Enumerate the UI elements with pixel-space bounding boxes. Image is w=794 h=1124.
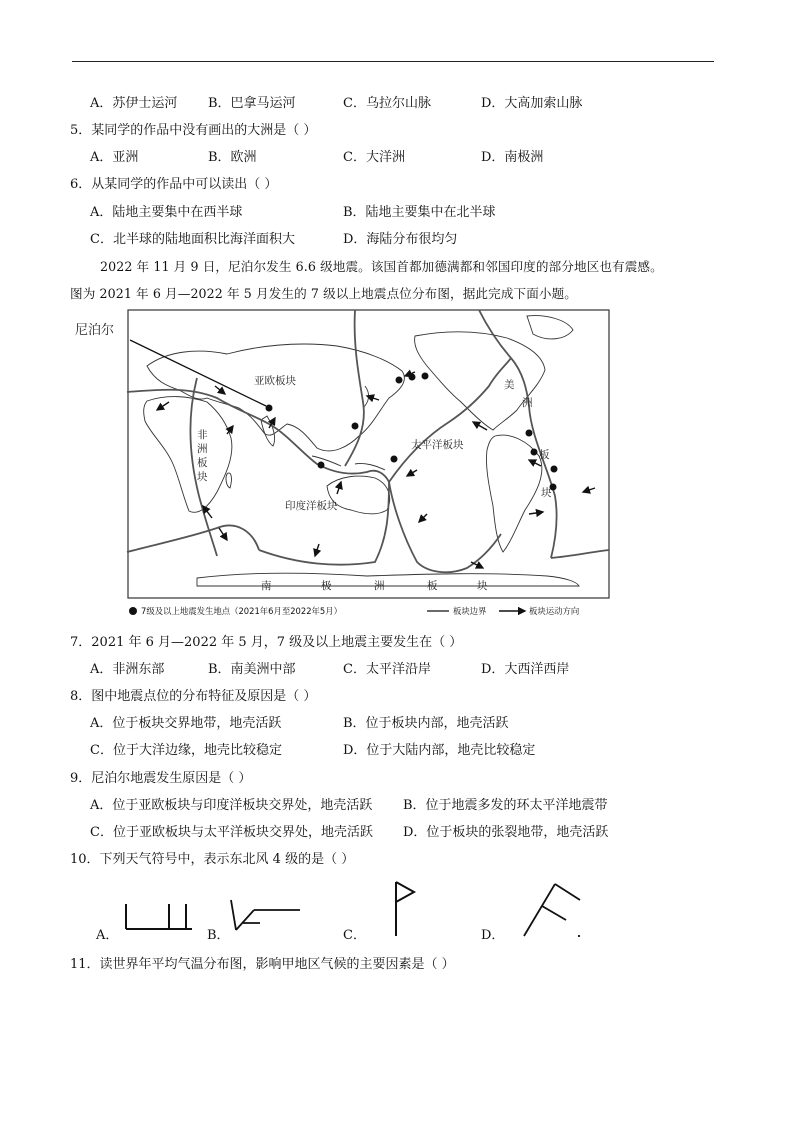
american-plate-label-3: 板 (539, 449, 550, 461)
intro-line-1: 2022 年 11 月 9 日，尼泊尔发生 6.6 级地震。该国首都加德满都和邻国印度的部分地区也有震感。 (100, 259, 663, 274)
q6-option-a[interactable]: A．陆地主要集中在西半球 (90, 205, 243, 220)
antarctic-plate-label-3: 洲 (374, 580, 385, 592)
q7-option-d[interactable]: D．大西洋西岸 (481, 662, 570, 677)
legend-arrow-label: 板块运动方向 (529, 606, 580, 616)
q4-option-c[interactable]: C．乌拉尔山脉 (343, 96, 431, 111)
header-rule (72, 61, 714, 62)
q9-option-c[interactable]: C．位于亚欧板块与太平洋板块交界处，地壳活跃 (90, 825, 373, 840)
q9-option-a[interactable]: A．位于亚欧板块与印度洋板块交界处，地壳活跃 (90, 798, 373, 813)
q7-option-a[interactable]: A．非洲东部 (90, 662, 165, 677)
q8-option-b[interactable]: B．位于板块内部，地壳活跃 (343, 716, 509, 731)
indian-plate-label: 印度洋板块 (285, 500, 338, 512)
q11-stem: 11．读世界年平均气温分布图，影响甲地区气候的主要因素是（ ） (70, 957, 455, 972)
african-plate-label-2: 洲 (197, 443, 208, 455)
q8-option-c[interactable]: C．位于大洋边缘，地壳比较稳定 (90, 743, 282, 758)
wind-symbol-b-icon[interactable] (228, 896, 304, 936)
q5-option-a[interactable]: A．亚洲 (90, 150, 139, 165)
q10-stem: 10．下列天气符号中，表示东北风 4 级的是（ ） (70, 852, 355, 867)
q9-option-b[interactable]: B．位于地震多发的环太平洋地震带 (403, 798, 608, 813)
q6-option-c[interactable]: C．北半球的陆地面积比海洋面积大 (90, 232, 295, 247)
map-legend (129, 606, 579, 616)
plate-earthquake-map (75, 306, 610, 622)
wind-symbol-c-icon[interactable] (384, 878, 424, 940)
q4-option-b[interactable]: B．巴拿马运河 (208, 96, 296, 111)
q10-option-c[interactable]: C． (343, 928, 366, 943)
antarctic-plate-label-4: 板 (427, 580, 438, 592)
q6-option-b[interactable]: B．陆地主要集中在北半球 (343, 205, 496, 220)
q8-option-d[interactable]: D．位于大陆内部，地壳比较稳定 (343, 743, 536, 758)
q4-option-a[interactable]: A．苏伊士运河 (90, 96, 178, 111)
q7-option-c[interactable]: C．太平洋沿岸 (343, 662, 431, 677)
q6-stem: 6．从某同学的作品中可以读出（ ） (70, 177, 278, 192)
q10-option-d[interactable]: D． (481, 928, 505, 943)
q5-option-c[interactable]: C．大洋洲 (343, 150, 405, 165)
q5-option-d[interactable]: D．南极洲 (481, 150, 544, 165)
q5-option-b[interactable]: B．欧洲 (208, 150, 257, 165)
nepal-label: 尼泊尔 (75, 323, 115, 338)
legend-dot-icon (129, 607, 137, 615)
antarctic-plate-label-5: 块 (477, 580, 488, 592)
african-plate-label-1: 非 (197, 429, 208, 441)
legend-boundary-label: 板块边界 (453, 606, 487, 616)
wind-symbol-a-icon[interactable] (124, 896, 194, 932)
antarctic-plate-label-1: 南 (261, 580, 272, 592)
african-plate-label-3: 板 (197, 457, 208, 469)
q10-option-b[interactable]: B． (207, 928, 230, 943)
eurasian-plate-label: 亚欧板块 (254, 375, 296, 387)
antarctic-plate-label-2: 极 (321, 580, 332, 592)
q7-stem: 7．2021 年 6 月—2022 年 5 月，7 级及以上地震主要发生在（ ） (70, 635, 463, 650)
american-plate-label-4: 块 (541, 487, 552, 499)
american-plate-label-2: 洲 (522, 397, 533, 409)
q4-option-d[interactable]: D．大高加索山脉 (481, 96, 583, 111)
intro-line-2: 图为 2021 年 6 月—2022 年 5 月发生的 7 级以上地震点位分布图，据此完成下面小题。 (70, 286, 577, 301)
wind-symbol-d-icon[interactable] (520, 878, 586, 940)
legend-dot-label: 7级及以上地震发生地点（2021年6月至2022年5月） (141, 606, 342, 616)
q9-option-d[interactable]: D．位于板块的张裂地带，地壳活跃 (403, 825, 609, 840)
african-plate-label-4: 块 (197, 471, 208, 483)
pacific-plate-label: 太平洋板块 (411, 439, 464, 451)
q10-option-a[interactable]: A． (96, 928, 119, 943)
q6-option-d[interactable]: D．海陆分布很均匀 (343, 232, 458, 247)
q8-stem: 8．图中地震点位的分布特征及原因是（ ） (70, 689, 317, 704)
american-plate-label-1: 美 (504, 379, 515, 391)
q7-option-b[interactable]: B．南美洲中部 (208, 662, 296, 677)
q5-stem: 5．某同学的作品中没有画出的大洲是（ ） (70, 123, 317, 138)
q8-option-a[interactable]: A．位于板块交界地带，地壳活跃 (90, 716, 282, 731)
q9-stem: 9．尼泊尔地震发生原因是（ ） (70, 771, 252, 786)
